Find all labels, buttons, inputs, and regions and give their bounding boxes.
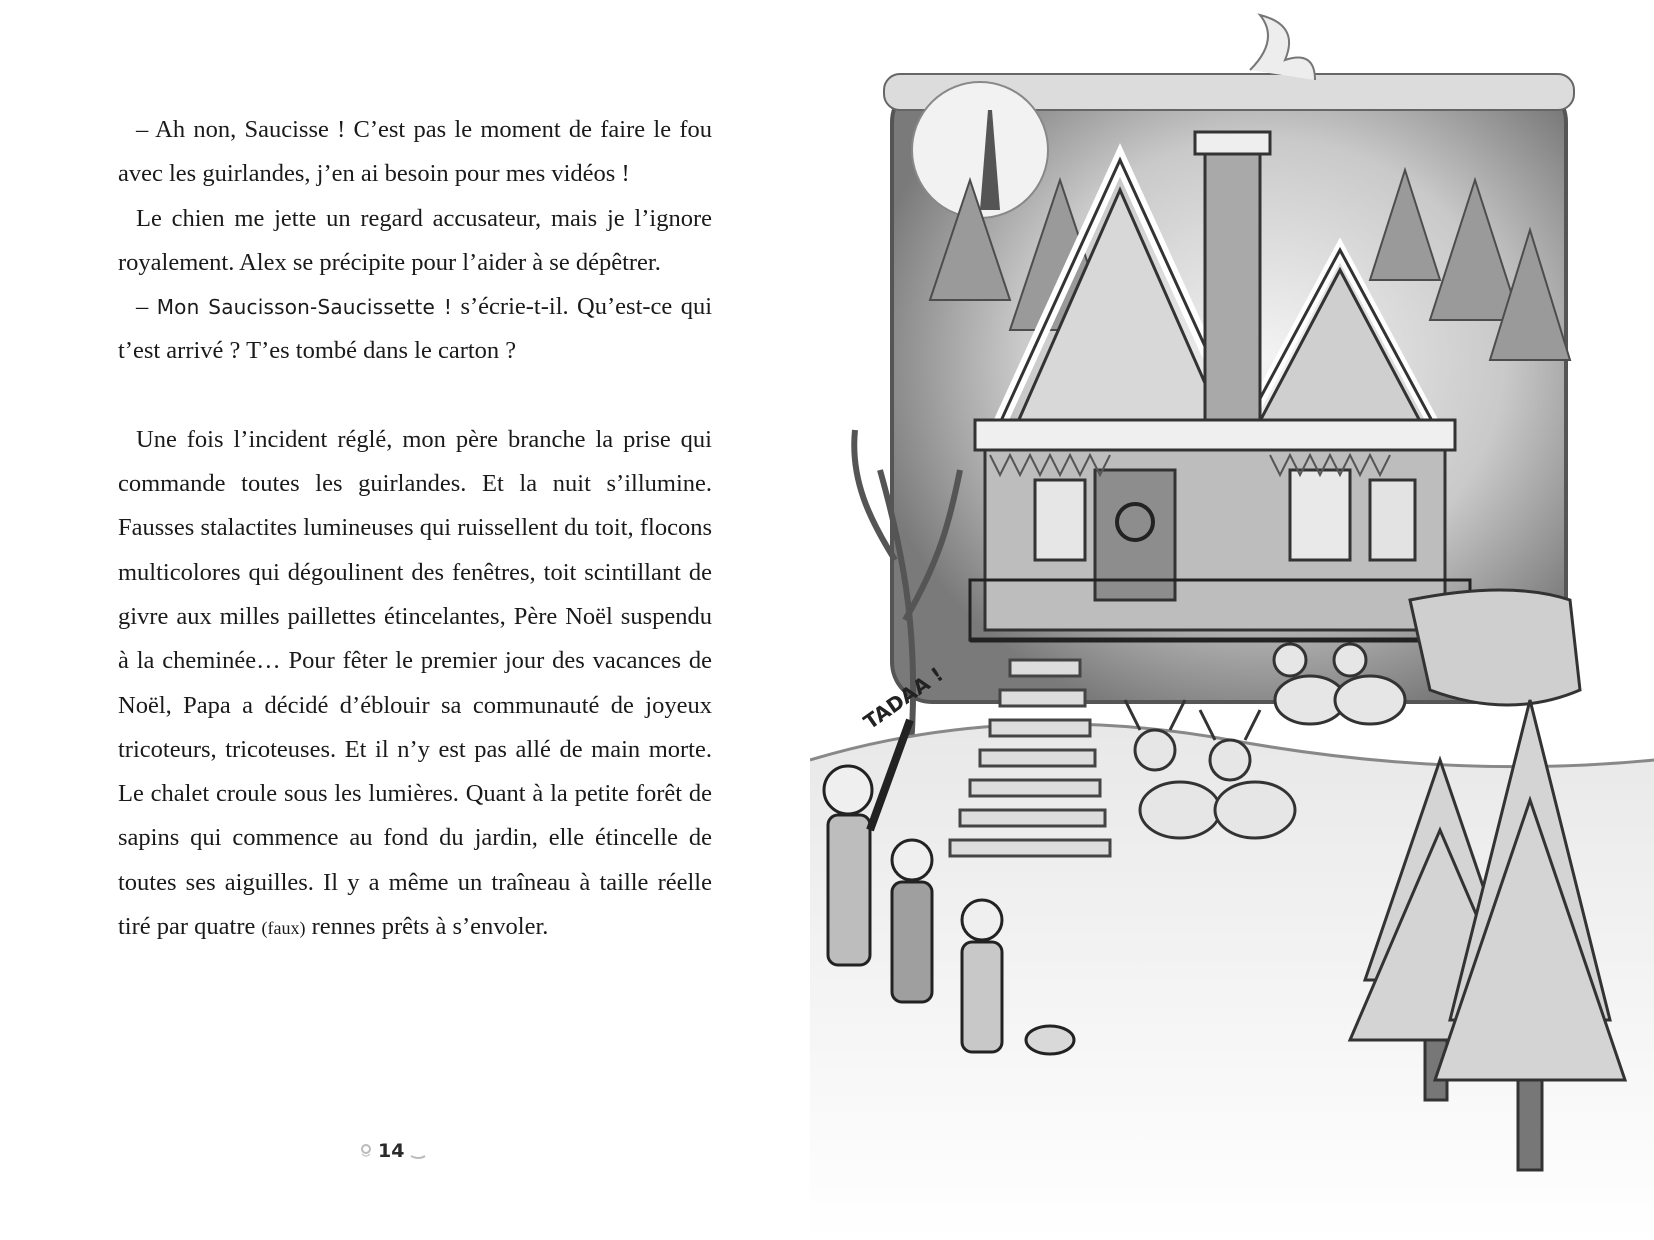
page-number: 14 (378, 1140, 405, 1162)
text-block (118, 108, 712, 950)
sleigh (1410, 590, 1580, 705)
dog (1026, 1026, 1074, 1054)
folio-ornament-right (408, 1138, 430, 1164)
dialogue-dash: – (136, 293, 157, 321)
paragraph (118, 418, 712, 951)
paragraph-text: Une fois l’incident réglé, mon père branche la prise qui commande toutes les guirlandes. Et la nuit s’illumine. Fausses stalactites lumineuses qui ruissellent du toit, flocons multicolores qui dégoulinent des fenêtres, toit scintillant de givre aux milles paillettes étincelantes, Père Noël suspendu à la cheminée… Pour fêter le premier jour des vacances de Noël, Papa a décidé d’éblouir sa communauté de joyeux tricoteurs, tricoteuses. Et il n’y est pas allé de main morte. Le chalet croule sous les lumières. Quant à la petite forêt de sapins qui commence au fond du jardin, elle étincelle de toutes ses aiguilles. Il y a même un traîneau à taille réelle tiré par quatre (118, 425, 712, 941)
moon (912, 82, 1048, 218)
paragraph: Le chien me jette un regard accusateur, mais je l’ignore royalement. Alex se précipite pour l’aider à se dépêtrer. (118, 204, 712, 276)
paragraph (118, 285, 712, 374)
folio-ornament-left (354, 1138, 376, 1164)
tadaa-shout: TADAA ! (859, 662, 948, 735)
handwritten-phrase: Mon Saucisson-Saucissette ! (156, 295, 453, 320)
christmas-chalet-illustration (810, 0, 1654, 1240)
section-gap (118, 374, 712, 418)
paragraph: – Ah non, Saucisse ! C’est pas le moment de faire le fou avec les guirlandes, j’en ai besoin pour mes vidéos ! (118, 116, 712, 188)
left-page (0, 0, 810, 1240)
small-aside: (faux) (261, 918, 306, 939)
paragraph-text: rennes prêts à s’envoler. (305, 913, 549, 941)
chimney-smoke (1250, 15, 1315, 80)
paragraph-text: s’écrie-t-il. Qu’est-ce qui t’est arrivé ? T’es tombé dans le carton ? (118, 293, 713, 365)
